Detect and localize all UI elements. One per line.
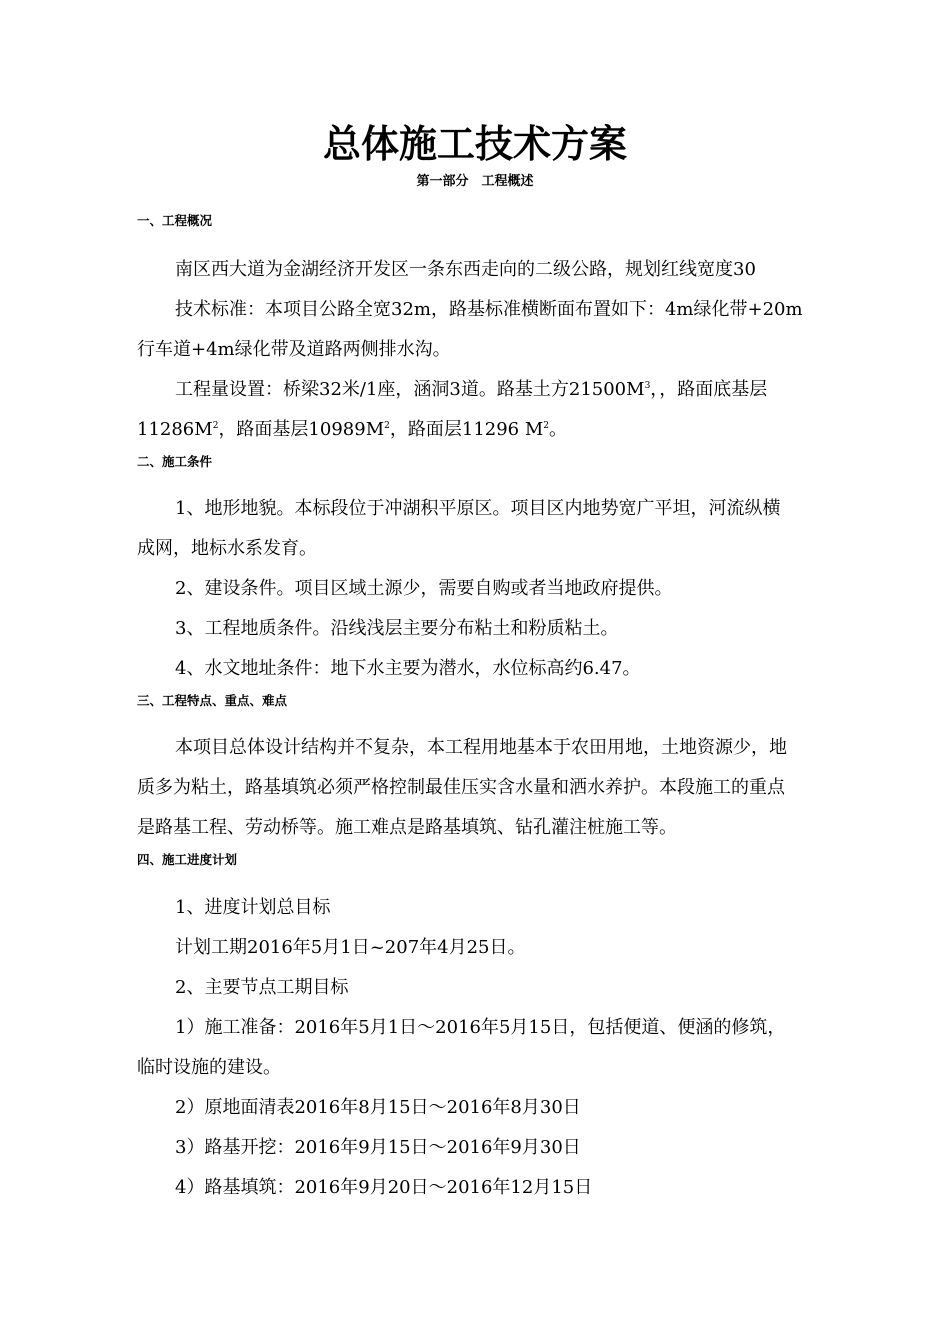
paragraph-line: 技术标准：本项目公路全宽32m，路基标准横断面布置如下：4m绿化带+20m [175,299,803,320]
section-heading-4: 四、施工进度计划 [137,852,238,867]
paragraph-line: 1、地形地貌。本标段位于冲湖积平原区。项目区内地势宽广平坦，河流纵横 [175,498,781,519]
text-run: ，路面层11296 M [389,419,544,440]
section-heading-2: 二、施工条件 [137,454,213,469]
paragraph-line: 临时设施的建设。 [137,1057,281,1078]
section-heading-1: 一、工程概况 [137,213,213,228]
paragraph-line: 南区西大道为金湖经济开发区一条东西走向的二级公路，规划红线宽度30 [175,259,756,280]
paragraph-line: 2、建设条件。项目区域土源少，需要自购或者当地政府提供。 [175,578,673,599]
paragraph-line: 成网，地标水系发育。 [137,538,317,559]
paragraph-line: 2、主要节点工期目标 [175,977,349,998]
document-title: 总体施工技术方案 [322,121,627,166]
paragraph-line: 2）原地面清表2016年8月15日～2016年8月30日 [175,1097,581,1118]
text-run: ，，路面底基层 [650,379,768,400]
paragraph-line: 是路基工程、劳动桥等。施工难点是路基填筑、钻孔灌注桩施工等。 [137,817,677,838]
paragraph-line: 本项目总体设计结构并不复杂，本工程用地基本于农田用地，土地资源少，地 [175,737,787,758]
paragraph-line: 4）路基填筑：2016年9月20日～2016年12月15日 [175,1177,593,1198]
paragraph-line: 计划工期2016年5月1日~207年4月25日。 [175,937,526,958]
paragraph-line: 行车道+4m绿化带及道路两侧排水沟。 [137,339,451,360]
text-run: 11286M [137,419,213,440]
paragraph-line: 3、工程地质条件。沿线浅层主要分布粘土和粉质粘土。 [175,618,619,639]
paragraph-line: 4、水文地址条件：地下水主要为潜水，水位标高约6.47。 [175,658,641,679]
section-heading-3: 三、工程特点、重点、难点 [137,693,288,708]
paragraph-line [137,410,827,450]
paragraph-line: 1）施工准备：2016年5月1日～2016年5月15日，包括便道、便涵的修筑， [175,1017,786,1038]
text-run: 工程量设置：桥梁32米/1座，涵洞3道。路基土方21500M [175,379,645,400]
superscript: 2 [543,420,550,431]
text-run: ，路面基层10989M [218,419,385,440]
paragraph-line [137,370,865,410]
text-run: 。 [549,419,568,440]
superscript: 3 [644,380,651,391]
paragraph-line: 3）路基开挖：2016年9月15日～2016年9月30日 [175,1137,581,1158]
paragraph-line: 质多为粘土，路基填筑必须严格控制最佳压实含水量和洒水养护。本段施工的重点 [137,777,785,798]
paragraph-line: 1、进度计划总目标 [175,897,331,918]
superscript: 2 [212,420,219,431]
superscript: 2 [384,420,390,431]
document-subtitle: 第一部分 工程概述 [416,174,534,189]
